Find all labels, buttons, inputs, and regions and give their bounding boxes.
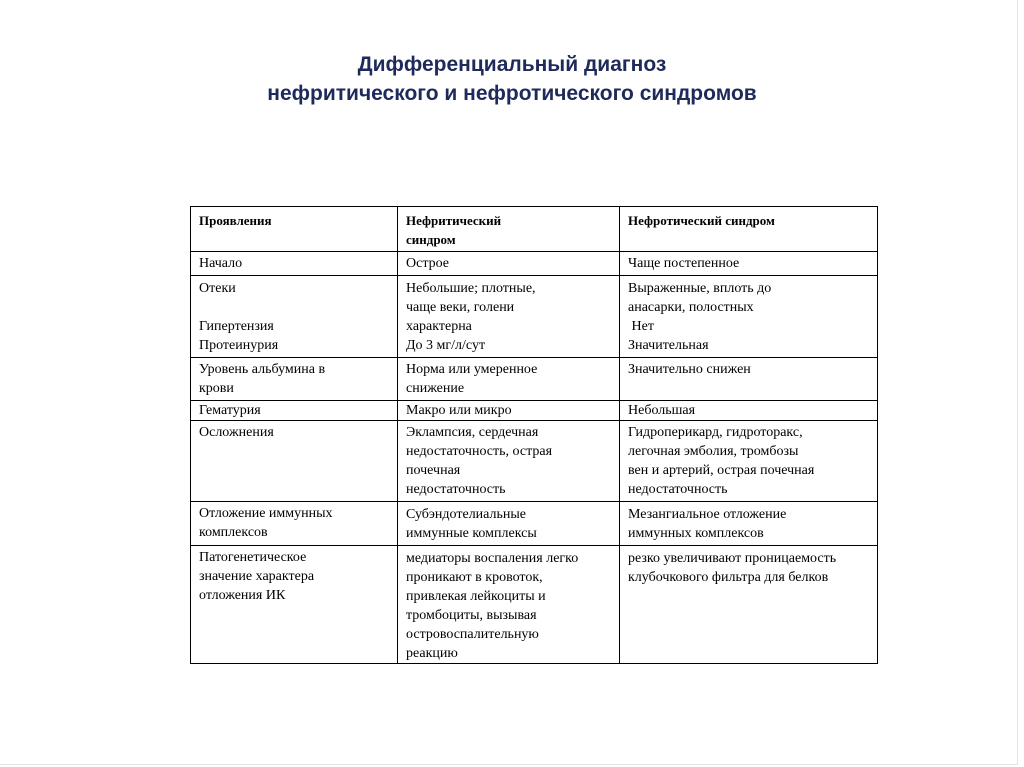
cell-hematuria-label: Гематурия [191,401,398,421]
cell-albumin-label: Уровень альбумина в крови [191,358,398,401]
page-title-line-2: нефритического и нефротического синдромов [267,82,757,105]
cell-complications-label: Осложнения [191,421,398,502]
table-row-complications [191,421,878,502]
cell-pathogenesis-nephritic: медиаторы воспаления легко проникают в кровоток, привлекая лейкоциты и тромбоциты, вызывая островоспалительную реакцию [398,546,620,664]
table-row-immune-deposits [191,502,878,546]
table-row-albumin [191,358,878,401]
cell-complications-nephrotic: Гидроперикард, гидроторакс, легочная эмболия, тромбозы вен и артерий, острая почечная недостаточность [620,421,878,502]
cell-immune-deposits-nephrotic: Мезангиальное отложение иммунных комплексов [620,502,878,546]
cell-edema-label: Отеки Гипертензия Протеинурия [191,276,398,358]
cell-edema-nephrotic: Выраженные, вплоть до анасарки, полостных Нет Значительная [620,276,878,358]
header-manifestations: Проявления [191,207,398,252]
cell-onset-nephritic: Острое [398,252,620,276]
cell-hematuria-nephrotic: Небольшая [620,401,878,421]
differential-diagnosis-table [190,206,878,664]
cell-edema-nephritic: Небольшие; плотные, чаще веки, голени характерна До 3 мг/л/сут [398,276,620,358]
table-header-row [191,207,878,252]
page-title [0,50,1024,108]
page-title-line-1: Дифференциальный диагноз [357,53,667,76]
cell-albumin-nephrotic: Значительно снижен [620,358,878,401]
cell-onset-label: Начало [191,252,398,276]
table-row-edema [191,276,878,358]
table-row-hematuria [191,401,878,421]
cell-pathogenesis-label: Патогенетическое значение характера отложения ИК [191,546,398,664]
cell-immune-deposits-label: Отложение иммунных комплексов [191,502,398,546]
cell-pathogenesis-nephrotic: резко увеличивают проницаемость клубочкового фильтра для белков [620,546,878,664]
table-row-onset [191,252,878,276]
cell-complications-nephritic: Эклампсия, сердечная недостаточность, острая почечная недостаточность [398,421,620,502]
cell-albumin-nephritic: Норма или умеренное снижение [398,358,620,401]
cell-immune-deposits-nephritic: Субэндотелиальные иммунные комплексы [398,502,620,546]
cell-hematuria-nephritic: Макро или микро [398,401,620,421]
table-row-pathogenesis [191,546,878,664]
header-nephritic: Нефритический синдром [398,207,620,252]
cell-onset-nephrotic: Чаще постепенное [620,252,878,276]
header-nephrotic: Нефротический синдром [620,207,878,252]
